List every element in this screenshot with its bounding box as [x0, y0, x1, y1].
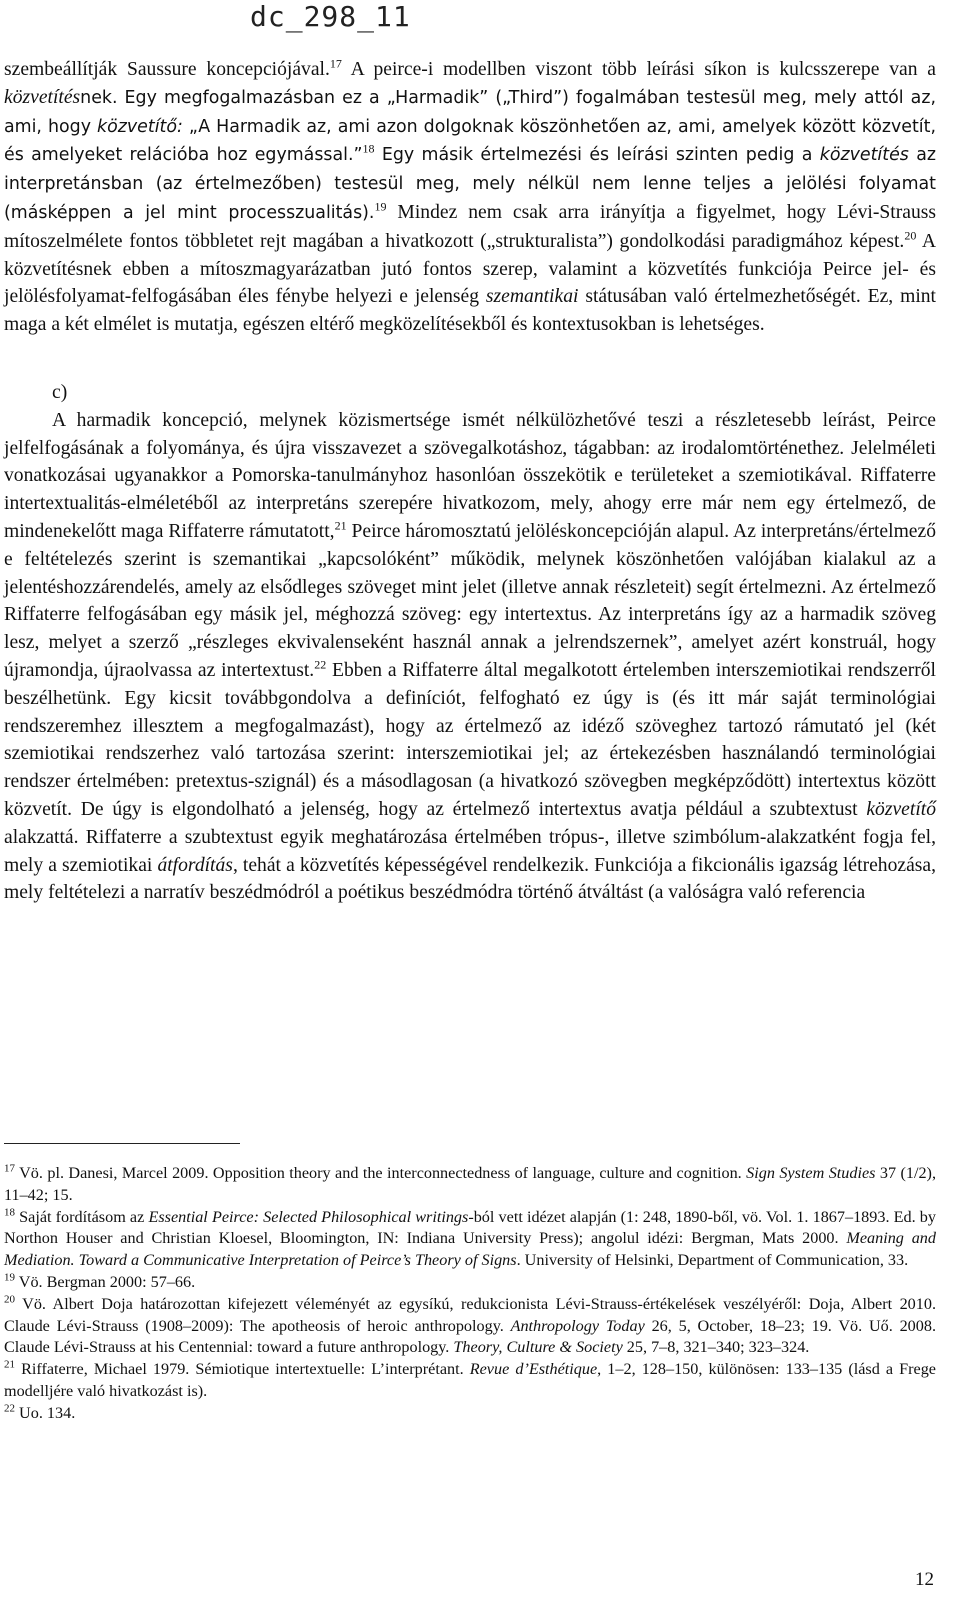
italic-term: szemantikai [485, 286, 579, 308]
footnote-text: Saját fordításom az [15, 1207, 149, 1226]
footnote-text: 26, 5, October, 18–23; 19. Vö. Uő. 2008. Claude Lévi-Strauss at his Centennial: toward a future anthropology. [4, 1316, 936, 1357]
text-run: A harmadik koncepció, melynek közismertsége ismét nélkülözhetővé teszi a részletesebb leírást, Peirce jelfelfogásának a folyománya, és újra visszavezet a szövegalkotáshoz, tágabban: az irodalomtörténethez. Jelelméleti vonatkozásai ugyanakkor a Pomorska-tanulmányhoz hasonlóan összekötik e területeket a szemiotikával. Riffaterre intertextualitás-elméletéből az interpretáns szerepére hivatkozom, mely, ahogy erre már nem egy értelmező, de mindenekelőtt maga Riffaterre rámutatott, [4, 409, 936, 542]
footnote-italic: Theory, Culture & Society [453, 1338, 623, 1357]
footnote-18 [4, 1207, 936, 1272]
document-id-header: dc_298_11 [250, 0, 411, 33]
text-run: státusában való értelmezhetőségét. Ez, mint maga a két elmélet is mutatja, egészen eltérő megközelítésekből és kontextusokban is lehetséges. [4, 286, 937, 336]
footnote-italic: Meaning and Mediation. Toward a Communicative Interpretation of Peirce’s Theory of Signs [4, 1229, 936, 1270]
footnote-text: -ból vett idézet alapján (1: 248, 1890-ből, vö. Vol. 1. 1867–1893. Ed. by Northon Houser and Christian Kloesel, Bloomington, IN: Indiana University Press); angolul idézi: Bergman, Mats 2000. [4, 1207, 936, 1248]
footnote-number: 19 [4, 1271, 15, 1284]
footnote-italic: Sign System Studies [746, 1164, 876, 1182]
footnote-text: , 1–2, 128–150, különösen: 133–135 (lásd a Frege modelljére való hivatkozást is). [4, 1360, 936, 1400]
text-run: „A Harmadik az, ami azon dolgoknak köszönhetően az, ami, amelyek között közvetít, és amelyeket relációba hoz egymással.” [4, 116, 936, 166]
paragraph-2 [4, 407, 936, 907]
footnote-text: . University of Helsinki, Department of Communication, 33. [516, 1251, 909, 1270]
footnote-19 [4, 1272, 936, 1294]
text-run: szembeállítják Saussure koncepciójával. [4, 59, 330, 80]
text-run: A peirce-i modellben viszont több leírási síkon is kulcsszerepe van a [341, 59, 936, 80]
footnote-ref-17[interactable]: 17 [329, 56, 342, 71]
footnote-20 [4, 1294, 936, 1359]
text-run: , tehát a közvetítés képességével rendelkezik. Funkciója a fikcionális igazság létrehozása, mely feltételezi a narratív beszédmódról a poétikus beszédmódra történő átváltást (a valóságra való referencia [4, 854, 936, 904]
text-run: alakzattá. Riffaterre a szubtextust egyik meghatározása értelmében trópus-, illetve szimbólum-alakzatként fogja fel, mely a szemiotikai [4, 826, 936, 876]
footnotes [4, 1163, 936, 1425]
footnote-ref-19[interactable]: 19 [374, 199, 387, 214]
italic-term: közvetítés [819, 145, 909, 166]
page-number: 12 [915, 1569, 934, 1590]
text-run: A közvetítésnek ebben a mítoszmagyarázatban jutó fontos szerep, valamint a közvetítés funkciója Peirce jel- és jelölésfolyamat-felfogásában éles fénybe helyezi e jelenség [4, 230, 937, 308]
footnote-ref-22[interactable]: 22 [314, 657, 327, 672]
italic-term: közvetítés [4, 86, 81, 108]
footnote-17 [4, 1163, 936, 1207]
text-run: nek. Egy megfogalmazásban ez a „Harmadik” („Third”) fogalmában testesül meg, mely attól az, ami, hogy [4, 87, 936, 137]
italic-term: közvetítő [866, 798, 936, 820]
text-run: az interpretánsban (az értelmezőben) testesül meg, mely nélkül nem lenne teljes a jelölési folyamat (másképpen a jel mint processzualitás). [4, 145, 936, 223]
footnote-21 [4, 1359, 936, 1403]
footnote-separator [4, 1143, 240, 1144]
footnote-ref-20[interactable]: 20 [904, 228, 917, 243]
footnote-italic: Essential Peirce: Selected Philosophical writings [148, 1207, 469, 1226]
footnote-text: Uo. 134. [15, 1403, 76, 1422]
section-label: c) [52, 381, 68, 403]
main-text [4, 56, 936, 907]
italic-term: átfordítás [157, 854, 233, 876]
text-run: Peirce háromosztatú jelöléskoncepcióján alapul. Az interpretáns/értelmező e feltételezés szerint is szemantikai „kapcsolóként” működik, melynek köszönhetően valójában kialakul az a jelentéshozzárendelés, amely az elsődleges szöveget mint jelet (illetve annak részleteit) segít értelmezni. Az értelmező Riffaterre felfogásában egy másik jel, méghozzá szöveg: egy intertextus. Az interpretáns így az a harmadik szöveg lesz, melyet a szerző „részleges ekvivalenseként használ annak a jelrendszernek”, amelyet azért konstruál, hogy újramondja, újraolvassa az intertextust. [4, 520, 937, 681]
text-run: Ebben a Riffaterre által megalkotott értelemben interszemiotikai rendszerről beszélhetünk. Egy kicsit továbbgondolva a definíciót, felfogható ez úgy is (és itt már saját terminológiai rendszeremhez illesztem a megfogalmazást), hogy az értelmező az idéző szöveghez tartozó rámutató jel (két szemiotikai rendszerhez való tartozása szerint: interszemiotikai jel; az értekezésben használandó terminológiai rendszer értelmében: pretextus-szignál) és a másodlagosan (a hivatkozó szövegben megképződött) intertextus között közvetít. De úgy is elgondolható a jelenség, hogy az értelmező intertextus avatja például a szubtextust [4, 659, 936, 820]
footnote-italic: Revue d’Esthétique [469, 1360, 598, 1379]
footnote-ref-21[interactable]: 21 [334, 518, 347, 533]
text-run: Egy másik értelmezési és leírási szinten pedig a [374, 145, 820, 166]
footnote-number: 20 [4, 1293, 15, 1306]
italic-term: közvetítő: [97, 116, 183, 137]
footnote-number: 17 [4, 1162, 15, 1175]
text-run: Mindez nem csak arra irányítja a figyelmet, hogy Lévi-Strauss mítoszelmélete fontos többletet rejt magában a hivatkozott („strukturalista”) gondolkodási paradigmához képest. [4, 201, 936, 252]
footnote-text: Vö. Albert Doja határozottan kifejezett véleményét az egysíkú, redukcionista Lévi-Strauss-értékelések veszélyéről: Doja, Albert 2010. Claude Lévi-Strauss (1908–2009): The apotheosis of heroic anthropology. [4, 1294, 936, 1335]
footnote-22 [4, 1403, 936, 1425]
footnote-text: Riffaterre, Michael 1979. Sémiotique intertextuelle: L’interprétant. [15, 1360, 470, 1379]
footnote-ref-18[interactable]: 18 [362, 141, 375, 156]
footnote-italic: Anthropology Today [510, 1316, 645, 1335]
footnote-number: 18 [4, 1206, 15, 1219]
footnote-text: Vö. pl. Danesi, Marcel 2009. Opposition theory and the interconnectedness of language, culture and cognition. [15, 1164, 747, 1182]
footnote-number: 22 [4, 1402, 15, 1415]
footnote-number: 21 [4, 1358, 15, 1371]
footnote-text: 25, 7–8, 321–340; 323–324. [622, 1338, 810, 1357]
footnote-text: 37 (1/2), 11–42; 15. [4, 1164, 936, 1204]
paragraph-1 [4, 56, 936, 339]
footnote-text: Vö. Bergman 2000: 57–66. [15, 1272, 196, 1291]
